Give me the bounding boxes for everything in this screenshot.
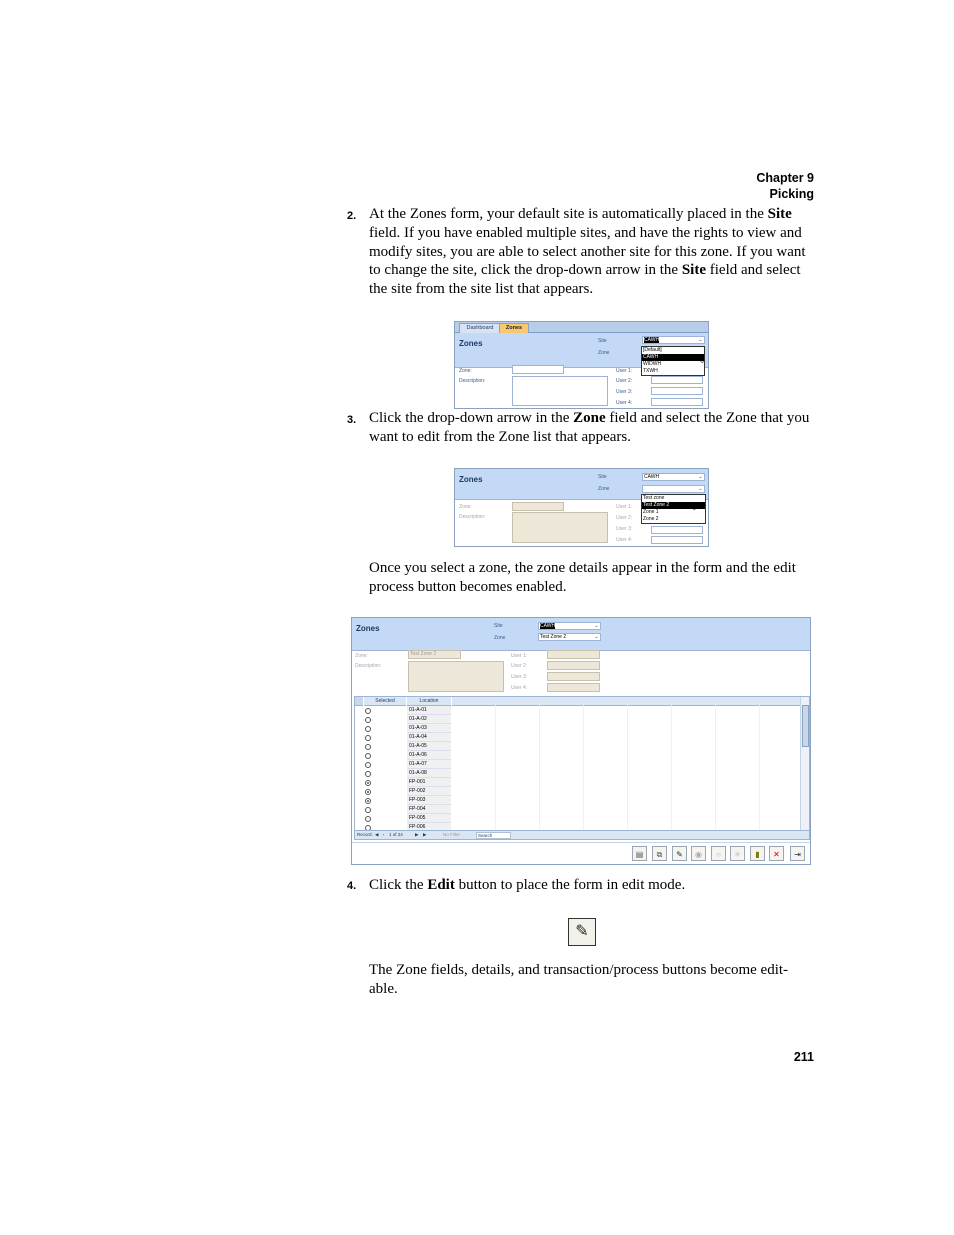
description-field bbox=[512, 512, 608, 543]
mouse-pointer-icon: ⬁ bbox=[697, 355, 705, 365]
final-paragraph: The Zone fields, details, and transaction/process buttons become edit-able. bbox=[369, 962, 789, 997]
column-header-label: Selected bbox=[375, 698, 395, 704]
exit-button[interactable] bbox=[790, 846, 805, 861]
selected-radio[interactable] bbox=[365, 816, 371, 822]
selected-radio[interactable] bbox=[365, 762, 371, 768]
once-paragraph: Once you select a zone, the zone details appear in the form and the edit process button becomes enabled. bbox=[369, 560, 796, 595]
tab-bar bbox=[455, 322, 708, 333]
user-4-field bbox=[651, 536, 703, 544]
last-record-icon[interactable]: ▶ bbox=[423, 832, 427, 837]
exit-icon: ⇥ bbox=[794, 850, 801, 859]
new-button[interactable] bbox=[632, 846, 647, 861]
site-combo[interactable] bbox=[642, 473, 705, 481]
zone-label: Zone bbox=[494, 635, 506, 641]
zone-field bbox=[408, 650, 461, 659]
table-row[interactable] bbox=[355, 769, 795, 778]
description-field bbox=[408, 661, 504, 692]
zone-field-label: Zone: bbox=[459, 504, 472, 510]
copy-button[interactable] bbox=[652, 846, 667, 861]
zone-option[interactable]: Test zone bbox=[643, 495, 665, 501]
form-title: Zones bbox=[459, 475, 483, 484]
table-row[interactable] bbox=[355, 706, 795, 715]
user-2-field[interactable] bbox=[651, 376, 703, 384]
table-row[interactable] bbox=[355, 751, 795, 760]
selected-radio[interactable] bbox=[365, 771, 371, 777]
chevron-down-icon[interactable]: ⌄ bbox=[698, 474, 703, 480]
description-field-label: Description: bbox=[459, 514, 486, 520]
process-button[interactable] bbox=[730, 846, 745, 861]
user-4-label: User 4: bbox=[511, 685, 528, 691]
location-cell: 01-A-02 bbox=[407, 715, 451, 724]
user-4-field[interactable] bbox=[651, 398, 703, 406]
user-2-label: User 2: bbox=[616, 378, 633, 384]
site-value: CAWH bbox=[644, 474, 660, 480]
zone-combo[interactable] bbox=[642, 485, 705, 493]
record-navigator bbox=[355, 830, 809, 839]
selected-radio[interactable] bbox=[365, 735, 371, 741]
location-cell: FP-004 bbox=[407, 805, 451, 814]
user-3-label: User 3: bbox=[616, 526, 633, 532]
table-row[interactable] bbox=[355, 814, 795, 823]
user-1-label: User 1: bbox=[616, 368, 633, 374]
undo-button[interactable] bbox=[711, 846, 726, 861]
location-cell: FP-003 bbox=[407, 796, 451, 805]
scrollbar-thumb[interactable] bbox=[802, 705, 809, 747]
zone-label: Zone bbox=[598, 350, 610, 356]
copy-icon: ⧉ bbox=[656, 850, 663, 859]
zone-value: Test Zone 2 bbox=[540, 634, 567, 640]
description-field[interactable] bbox=[512, 376, 608, 406]
site-option[interactable]: WIDWH bbox=[643, 361, 662, 367]
tab-dashboard[interactable]: Dashboard bbox=[459, 323, 501, 333]
prev-record-icon[interactable]: ‹ bbox=[383, 832, 385, 837]
form-title: Zones bbox=[459, 339, 483, 348]
site-value: CAWH bbox=[540, 623, 556, 629]
edit-icon: ✎ bbox=[575, 923, 589, 940]
record-position[interactable]: 1 of 24 bbox=[389, 832, 403, 837]
user-3-label: User 3: bbox=[616, 389, 633, 395]
filter-status[interactable]: No Filter bbox=[443, 832, 461, 837]
user-2-label: User 2: bbox=[616, 515, 633, 521]
edit-button[interactable] bbox=[672, 846, 687, 861]
zone-label: Zone bbox=[598, 486, 610, 492]
step-3-text: Click the drop-down arrow in the Zone field and select the Zone that you want to edit from the Zone list that appears. bbox=[369, 410, 810, 445]
selected-radio[interactable] bbox=[365, 798, 371, 804]
step-3-number: 3. bbox=[347, 414, 357, 426]
table-row[interactable] bbox=[355, 805, 795, 814]
table-row[interactable] bbox=[355, 715, 795, 724]
selected-radio[interactable] bbox=[365, 789, 371, 795]
mouse-pointer-icon: ⬁ bbox=[689, 502, 697, 512]
form-title: Zones bbox=[356, 624, 380, 633]
site-label: Site bbox=[494, 623, 503, 629]
delete-button[interactable] bbox=[769, 846, 784, 861]
zones-zone-dropdown-screenshot bbox=[454, 468, 709, 547]
step-2-number: 2. bbox=[347, 210, 357, 222]
location-cell: 01-A-01 bbox=[407, 706, 451, 715]
section-heading: Picking bbox=[769, 187, 814, 201]
column-header-selected[interactable] bbox=[364, 697, 406, 706]
zone-field-label: Zone: bbox=[459, 368, 472, 374]
user-2-field bbox=[547, 661, 600, 670]
page-number: 211 bbox=[793, 1050, 814, 1064]
step-4-text: Click the Edit button to place the form in edit mode. bbox=[369, 877, 686, 893]
location-cell: 01-A-07 bbox=[407, 760, 451, 769]
select-all-corner[interactable] bbox=[355, 697, 363, 706]
trash-icon: ▮ bbox=[755, 850, 760, 859]
step-2-text: At the Zones form, your default site is automatically placed in the Site field. If you have enabled multiple sites, and have the rights to view and modify sites, you are able to select another site for this zone. If you want to change the site, click the drop-down arrow in the Site field and select the site from the site list that appears. bbox=[369, 206, 806, 298]
grid-search-box[interactable]: Search bbox=[476, 832, 511, 839]
user-4-field bbox=[547, 683, 600, 692]
user-3-label: User 3: bbox=[511, 674, 528, 680]
chevron-down-icon[interactable]: ⌄ bbox=[594, 634, 599, 640]
table-row[interactable] bbox=[355, 742, 795, 751]
edit-icon: ✎ bbox=[676, 850, 683, 859]
description-field-label: Description: bbox=[459, 378, 486, 384]
selected-radio[interactable] bbox=[365, 753, 371, 759]
zone-option[interactable]: Zone 2 bbox=[643, 516, 659, 522]
trash-button[interactable] bbox=[750, 846, 765, 861]
zones-site-dropdown-screenshot bbox=[454, 321, 709, 409]
process-icon: ✳ bbox=[734, 850, 741, 859]
site-option[interactable]: [Default] bbox=[643, 347, 662, 353]
zone-option-selected[interactable]: Test Zone 2 bbox=[642, 502, 705, 509]
table-row[interactable] bbox=[355, 760, 795, 769]
delete-icon: ✕ bbox=[773, 850, 780, 859]
location-cell: FP-006 bbox=[407, 823, 451, 832]
undo-icon: ○ bbox=[716, 850, 721, 859]
site-dropdown-list[interactable] bbox=[641, 346, 705, 376]
site-value: CAWH bbox=[644, 337, 660, 343]
selected-radio[interactable] bbox=[365, 744, 371, 750]
table-row[interactable] bbox=[355, 733, 795, 742]
column-header-location[interactable] bbox=[407, 697, 451, 706]
chevron-down-icon[interactable]: ⌄ bbox=[698, 486, 703, 492]
location-cell: 01-A-04 bbox=[407, 733, 451, 742]
user-4-label: User 4: bbox=[616, 537, 633, 543]
record-label: Record: bbox=[357, 832, 373, 837]
selected-radio[interactable] bbox=[365, 726, 371, 732]
chevron-down-icon[interactable]: ⌄ bbox=[698, 337, 703, 343]
edit-button-illustration bbox=[568, 918, 596, 946]
description-field-label: Description: bbox=[355, 663, 382, 669]
zone-option[interactable]: Zone 1 bbox=[643, 509, 659, 515]
user-1-field bbox=[547, 650, 600, 659]
selected-radio[interactable] bbox=[365, 807, 371, 813]
user-4-label: User 4: bbox=[616, 400, 633, 406]
user-3-field[interactable] bbox=[651, 387, 703, 395]
location-cell: FP-005 bbox=[407, 814, 451, 823]
selected-radio[interactable] bbox=[365, 780, 371, 786]
zone-field bbox=[512, 502, 564, 511]
site-label: Site bbox=[598, 474, 607, 480]
user-3-field bbox=[547, 672, 600, 681]
column-header-label: Location bbox=[419, 698, 439, 704]
user-2-label: User 2: bbox=[511, 663, 528, 669]
location-cell: 01-A-08 bbox=[407, 769, 451, 778]
zone-field-label: Zone: bbox=[355, 653, 368, 659]
site-option-selected[interactable]: CAWH bbox=[642, 354, 704, 361]
table-row[interactable] bbox=[355, 787, 795, 796]
user-1-label: User 1: bbox=[616, 504, 633, 510]
divider bbox=[352, 842, 810, 843]
save-button[interactable] bbox=[691, 846, 706, 861]
location-cell: 01-A-03 bbox=[407, 724, 451, 733]
selected-radio[interactable] bbox=[365, 708, 371, 714]
process-toolbar bbox=[632, 846, 808, 861]
site-label: Site bbox=[598, 338, 607, 344]
new-icon: ▤ bbox=[635, 850, 644, 859]
location-cell: FP-002 bbox=[407, 787, 451, 796]
table-row[interactable] bbox=[355, 724, 795, 733]
zone-combo[interactable] bbox=[538, 633, 601, 641]
site-option[interactable]: TXWH bbox=[643, 368, 658, 374]
chapter-heading: Chapter 9 bbox=[756, 171, 814, 185]
table-row[interactable] bbox=[355, 778, 795, 787]
tab-zones[interactable]: Zones bbox=[499, 323, 529, 333]
locations-grid bbox=[354, 696, 810, 840]
chevron-down-icon[interactable]: ⌄ bbox=[594, 623, 599, 629]
site-combo[interactable] bbox=[642, 336, 705, 344]
location-cell: 01-A-05 bbox=[407, 742, 451, 751]
vertical-scrollbar[interactable] bbox=[800, 697, 809, 831]
selected-radio[interactable] bbox=[365, 717, 371, 723]
form-header bbox=[352, 618, 810, 651]
site-combo[interactable] bbox=[538, 622, 601, 630]
first-record-icon[interactable]: ◀ bbox=[375, 832, 379, 837]
user-1-label: User 1: bbox=[511, 653, 528, 659]
step-4-number: 4. bbox=[347, 880, 357, 892]
save-icon: ◉ bbox=[695, 850, 702, 859]
user-3-field bbox=[651, 526, 703, 534]
location-cell: 01-A-06 bbox=[407, 751, 451, 760]
location-cell: FP-001 bbox=[407, 778, 451, 787]
table-row[interactable] bbox=[355, 796, 795, 805]
zone-field-value: Test Zone 2 bbox=[410, 651, 437, 657]
next-record-icon[interactable]: ▶ bbox=[415, 832, 419, 837]
zone-field[interactable] bbox=[512, 365, 564, 374]
zones-detail-screenshot bbox=[351, 617, 811, 865]
